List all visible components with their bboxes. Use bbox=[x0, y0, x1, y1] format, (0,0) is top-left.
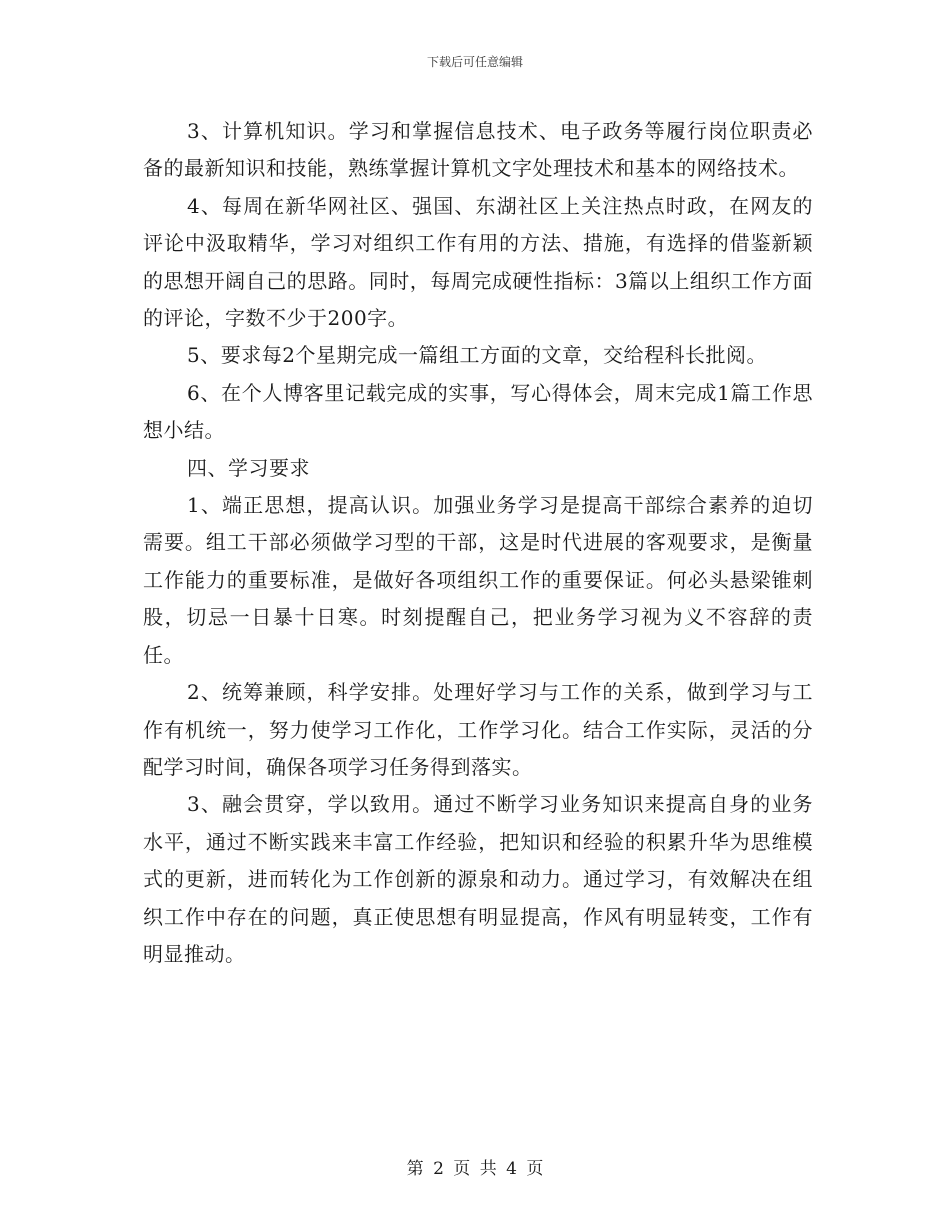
document-body bbox=[143, 113, 813, 973]
paragraph-computer-knowledge: 3、计算机知识。学习和掌握信息技术、电子政务等履行岗位职责必备的最新知识和技能，熟练掌握计算机文字处理技术和基本的网络技术。 bbox=[143, 119, 813, 181]
paragraph-apply-learning: 3、融会贯穿，学以致用。通过不断学习业务知识来提高自身的业务水平，通过不断实践来丰富工作经验，把知识和经验的积累升华为思维模式的更新，进而转化为工作创新的源泉和动力。通过学习，有效解决在组织工作中存在的问题，真正使思想有明显提高，作风有明显转变，工作有明显推动。 bbox=[143, 792, 813, 966]
page-footer: 第 2 页 共 4 页 bbox=[406, 1159, 544, 1179]
paragraph-weekly-community: 4、每周在新华网社区、强国、东湖社区上关注热点时政，在网友的评论中汲取精华，学习对组织工作有用的方法、措施，有选择的借鉴新颖的思想开阔自己的思路。同时，每周完成硬性指标：3篇以上组织工作方面的评论，字数不少于200字。 bbox=[143, 193, 813, 331]
paragraph-biweekly-article: 5、要求每2个星期完成一篇组工方面的文章，交给程科长批阅。 bbox=[187, 343, 767, 368]
paragraph-balance-arrangement: 2、统筹兼顾，科学安排。处理好学习与工作的关系，做到学习与工作有机统一，努力使学习工作化，工作学习化。结合工作实际，灵活的分配学习时间，确保各项学习任务得到落实。 bbox=[143, 680, 813, 779]
page-header: 下载后可任意编辑 bbox=[426, 55, 523, 69]
paragraph-personal-blog: 6、在个人博客里记载完成的实事，写心得体会，周末完成1篇工作思想小结。 bbox=[143, 380, 813, 443]
section-heading-study-requirements: 四、学习要求 bbox=[187, 455, 310, 480]
paragraph-correct-thinking: 1、端正思想，提高认识。加强业务学习是提高干部综合素养的迫切需要。组工干部必须做学习型的干部，这是时代进展的客观要求，是衡量工作能力的重要标准，是做好各项组织工作的重要保证。何必头悬梁锥刺股，切忌一日暴十日寒。时刻提醒自己，把业务学习视为义不容辞的责任。 bbox=[143, 493, 813, 667]
